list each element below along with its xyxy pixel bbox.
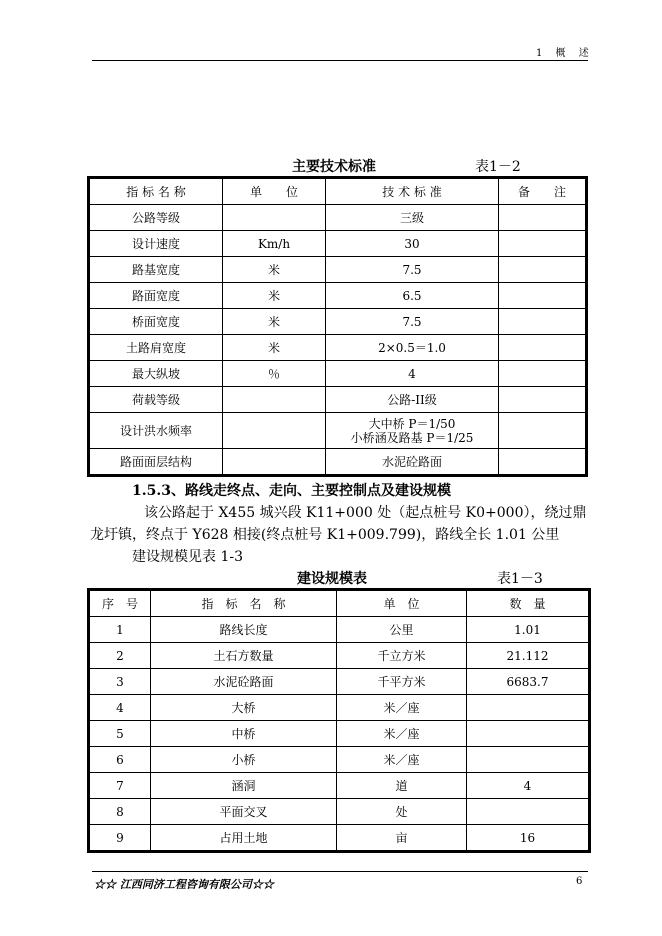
cell-qty: 16 bbox=[467, 825, 589, 851]
cell-no: 8 bbox=[90, 799, 151, 825]
cell-unit: 千立方米 bbox=[337, 643, 467, 669]
paragraph-line: 该公路起于 X455 城兴段 K11+000 处（起点桩号 K0+000），绕过鼎 bbox=[144, 505, 587, 521]
header-cell: 技 术 标 准 bbox=[326, 179, 499, 205]
cell-no: 1 bbox=[90, 617, 151, 643]
table-row bbox=[90, 205, 586, 231]
cell-value: 2×0.5＝1.0 bbox=[326, 335, 499, 361]
cell-qty bbox=[467, 721, 589, 747]
header-rule bbox=[92, 60, 588, 61]
cell-note bbox=[499, 205, 586, 231]
value-line-2: 小桥涵及路基 P＝1/25 bbox=[350, 430, 474, 445]
cell-unit: 处 bbox=[337, 799, 467, 825]
cell-name: 平面交叉 bbox=[151, 799, 337, 825]
construction-scale-table bbox=[89, 590, 589, 851]
cell-name: 设计洪水频率 bbox=[90, 413, 223, 449]
cell-value: 三级 bbox=[326, 205, 499, 231]
cell-note bbox=[499, 231, 586, 257]
header-cell: 指 标 名 称 bbox=[90, 179, 223, 205]
section-heading: 1.5.3、路线走终点、走向、主要控制点及建设规模 bbox=[132, 483, 451, 499]
table-row bbox=[90, 721, 589, 747]
header-cell: 单 位 bbox=[223, 179, 326, 205]
cell-note bbox=[499, 413, 586, 449]
cell-name: 路面宽度 bbox=[90, 283, 223, 309]
cell-value: 水泥砼路面 bbox=[326, 449, 499, 475]
table-row bbox=[90, 669, 589, 695]
cell-no: 6 bbox=[90, 747, 151, 773]
cell-name: 路基宽度 bbox=[90, 257, 223, 283]
table-row bbox=[90, 825, 589, 851]
cell-name: 路面面层结构 bbox=[90, 449, 223, 475]
cell-no: 2 bbox=[90, 643, 151, 669]
cell-unit: 米 bbox=[223, 257, 326, 283]
cell-name: 中桥 bbox=[151, 721, 337, 747]
cell-note bbox=[499, 387, 586, 413]
cell-note bbox=[499, 283, 586, 309]
cell-unit bbox=[223, 413, 326, 449]
table-row bbox=[90, 773, 589, 799]
cell-name: 桥面宽度 bbox=[90, 309, 223, 335]
cell-note bbox=[499, 361, 586, 387]
cell-note bbox=[499, 335, 586, 361]
cell-qty: 6683.7 bbox=[467, 669, 589, 695]
header-cell: 数 量 bbox=[467, 591, 589, 617]
cell-unit: 米／座 bbox=[337, 695, 467, 721]
table-row bbox=[90, 231, 586, 257]
cell-name: 占用土地 bbox=[151, 825, 337, 851]
paragraph-line: 龙圩镇，终点于 Y628 相接(终点桩号 K1+009.799)，路线全长 1.01 公里 bbox=[90, 527, 560, 543]
cell-name: 最大纵坡 bbox=[90, 361, 223, 387]
table-row bbox=[90, 413, 586, 449]
technical-standards-table bbox=[89, 178, 586, 475]
cell-unit: 亩 bbox=[337, 825, 467, 851]
page-number: 6 bbox=[576, 876, 583, 887]
cell-value: 7.5 bbox=[326, 309, 499, 335]
cell-name: 水泥砼路面 bbox=[151, 669, 337, 695]
table-row bbox=[90, 799, 589, 825]
cell-no: 5 bbox=[90, 721, 151, 747]
cell-name: 土路肩宽度 bbox=[90, 335, 223, 361]
cell-name: 小桥 bbox=[151, 747, 337, 773]
header-cell: 指 标 名 称 bbox=[151, 591, 337, 617]
cell-unit bbox=[223, 387, 326, 413]
table-header-row bbox=[90, 591, 589, 617]
cell-unit: Km/h bbox=[223, 231, 326, 257]
cell-name: 荷载等级 bbox=[90, 387, 223, 413]
table-row bbox=[90, 747, 589, 773]
cell-no: 3 bbox=[90, 669, 151, 695]
cell-value: 4 bbox=[326, 361, 499, 387]
cell-no: 9 bbox=[90, 825, 151, 851]
cell-name: 路线长度 bbox=[151, 617, 337, 643]
cell-value bbox=[326, 413, 499, 449]
table2-number: 表1－3 bbox=[497, 571, 543, 587]
cell-qty: 4 bbox=[467, 773, 589, 799]
header-cell: 单 位 bbox=[337, 591, 467, 617]
cell-unit: 道 bbox=[337, 773, 467, 799]
cell-unit bbox=[223, 205, 326, 231]
cell-name: 涵洞 bbox=[151, 773, 337, 799]
running-header: 1 概 述 bbox=[536, 48, 594, 59]
table-row bbox=[90, 695, 589, 721]
table1-number: 表1－2 bbox=[475, 159, 521, 175]
value-line-1: 大中桥 P＝1/50 bbox=[368, 416, 456, 431]
cell-qty bbox=[467, 799, 589, 825]
cell-unit: 千平方米 bbox=[337, 669, 467, 695]
cell-unit: 米／座 bbox=[337, 747, 467, 773]
cell-unit: 米 bbox=[223, 335, 326, 361]
cell-unit: ％ bbox=[223, 361, 326, 387]
cell-value: 公路-II级 bbox=[326, 387, 499, 413]
cell-no: 7 bbox=[90, 773, 151, 799]
table2-title: 建设规模表 bbox=[297, 571, 367, 587]
table-row bbox=[90, 617, 589, 643]
cell-unit: 公里 bbox=[337, 617, 467, 643]
cell-unit: 米 bbox=[223, 283, 326, 309]
table-header-row bbox=[90, 179, 586, 205]
cell-note bbox=[499, 257, 586, 283]
cell-value: 7.5 bbox=[326, 257, 499, 283]
cell-value: 30 bbox=[326, 231, 499, 257]
cell-note bbox=[499, 309, 586, 335]
cell-unit: 米／座 bbox=[337, 721, 467, 747]
cell-note bbox=[499, 449, 586, 475]
cell-qty: 1.01 bbox=[467, 617, 589, 643]
table-row bbox=[90, 283, 586, 309]
table-row bbox=[90, 335, 586, 361]
table-row bbox=[90, 257, 586, 283]
footer-company: ☆☆ 江西同济工程咨询有限公司☆☆ bbox=[94, 878, 274, 891]
cell-name: 设计速度 bbox=[90, 231, 223, 257]
table-row bbox=[90, 387, 586, 413]
table-row bbox=[90, 449, 586, 475]
cell-qty bbox=[467, 695, 589, 721]
cell-name: 公路等级 bbox=[90, 205, 223, 231]
cell-value: 6.5 bbox=[326, 283, 499, 309]
table-row bbox=[90, 361, 586, 387]
cell-name: 大桥 bbox=[151, 695, 337, 721]
cell-qty: 21.112 bbox=[467, 643, 589, 669]
cell-unit bbox=[223, 449, 326, 475]
cell-qty bbox=[467, 747, 589, 773]
table-row bbox=[90, 643, 589, 669]
header-cell: 序 号 bbox=[90, 591, 151, 617]
cell-name: 土石方数量 bbox=[151, 643, 337, 669]
header-cell: 备 注 bbox=[499, 179, 586, 205]
paragraph-line: 建设规模见表 1-3 bbox=[132, 549, 243, 565]
footer-rule bbox=[92, 871, 588, 872]
table1-title: 主要技术标准 bbox=[292, 159, 376, 175]
cell-no: 4 bbox=[90, 695, 151, 721]
cell-unit: 米 bbox=[223, 309, 326, 335]
table-row bbox=[90, 309, 586, 335]
